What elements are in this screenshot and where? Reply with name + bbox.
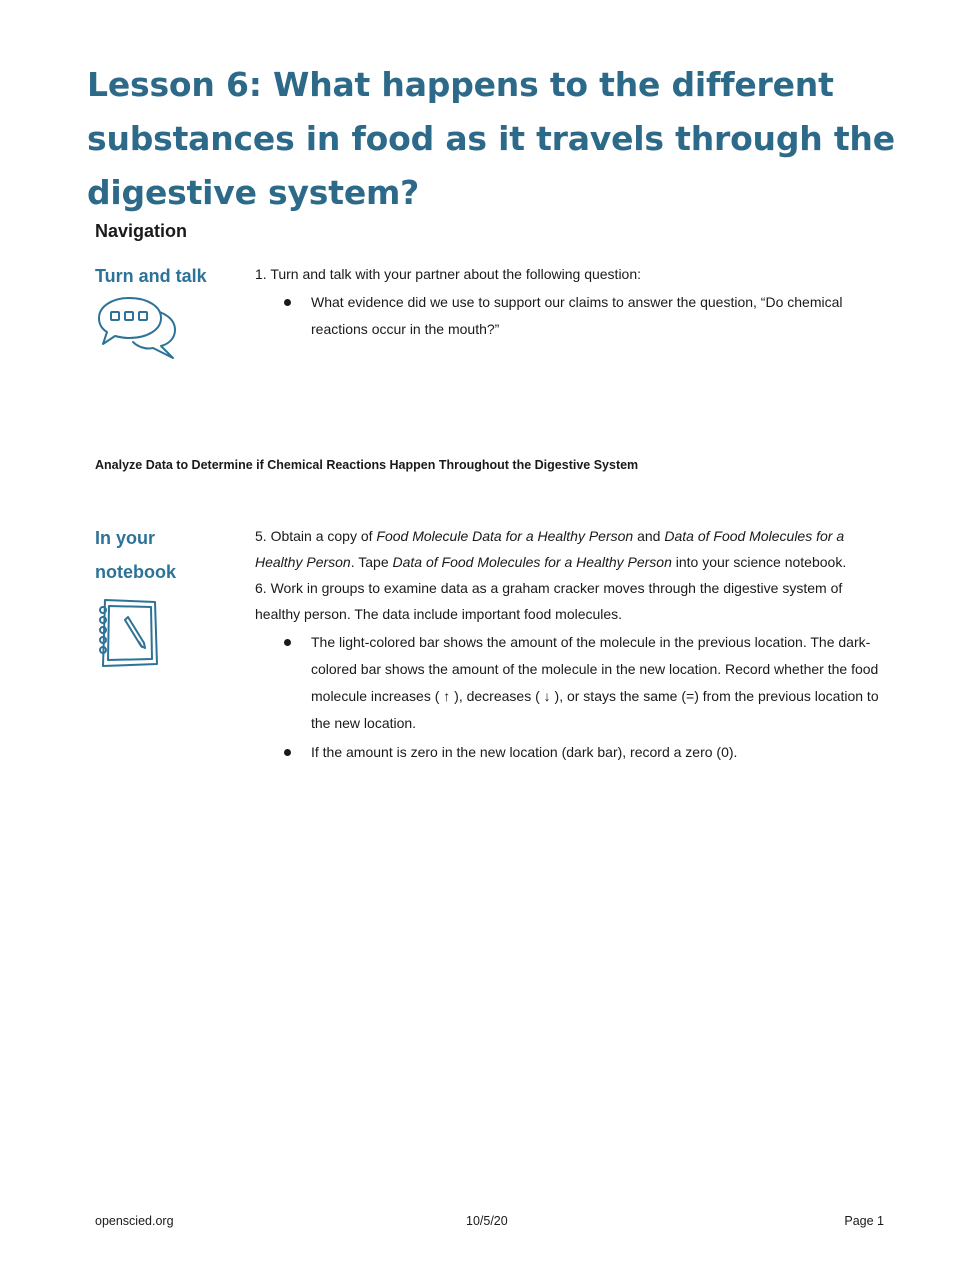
footer-site: openscied.org	[95, 1214, 174, 1228]
step-1: 1. Turn and talk with your partner about the following question:	[255, 266, 642, 282]
bullet-dot	[284, 639, 291, 646]
section-heading: Analyze Data to Determine if Chemical Reactions Happen Throughout the Digestive System	[95, 458, 639, 472]
list-item: The light-colored bar shows the amount of the molecule in the previous location. The dark-colored bar shows the amount of the molecule in the new location. Record whether the food molecule increases ( ↑ ), decreases ( ↓ ), or stays the same (=) from the previous location to the new location.	[255, 629, 880, 737]
notebook-bullets	[255, 629, 880, 766]
list-item: If the amount is zero in the new location (dark bar), record a zero (0).	[255, 739, 880, 766]
bullet-dot	[284, 749, 291, 756]
turn-and-talk-label: Turn and talk	[95, 266, 207, 286]
bullet-dot	[284, 299, 291, 306]
step-6: 6. Work in groups to examine data as a graham cracker moves through the digestive system of healthy person. The data include important food molecules.	[255, 580, 843, 622]
list-item: What evidence did we use to support our claims to answer the question, “Do chemical reactions occur in the mouth?”	[255, 289, 880, 343]
footer-date: 10/5/20	[466, 1214, 508, 1228]
speech-bubbles-icon	[95, 294, 179, 362]
page-title: Lesson 6: What happens to the different substances in food as it travels through the digestive system?	[87, 65, 895, 212]
in-your-notebook-label: In your notebook	[95, 528, 176, 582]
notebook-content	[255, 523, 880, 768]
footer-page-number: Page 1	[844, 1214, 884, 1228]
step-5: 5. Obtain a copy of Food Molecule Data for a Healthy Person and Data of Food Molecules for a Healthy Person. Tape Data of Food Molecules for a Healthy Person into your science notebook.	[255, 528, 847, 570]
turn-and-talk-content	[255, 261, 880, 345]
notebook-icon	[95, 596, 161, 668]
navigation-heading: Navigation	[95, 221, 188, 241]
turn-and-talk-bullets	[255, 289, 880, 343]
